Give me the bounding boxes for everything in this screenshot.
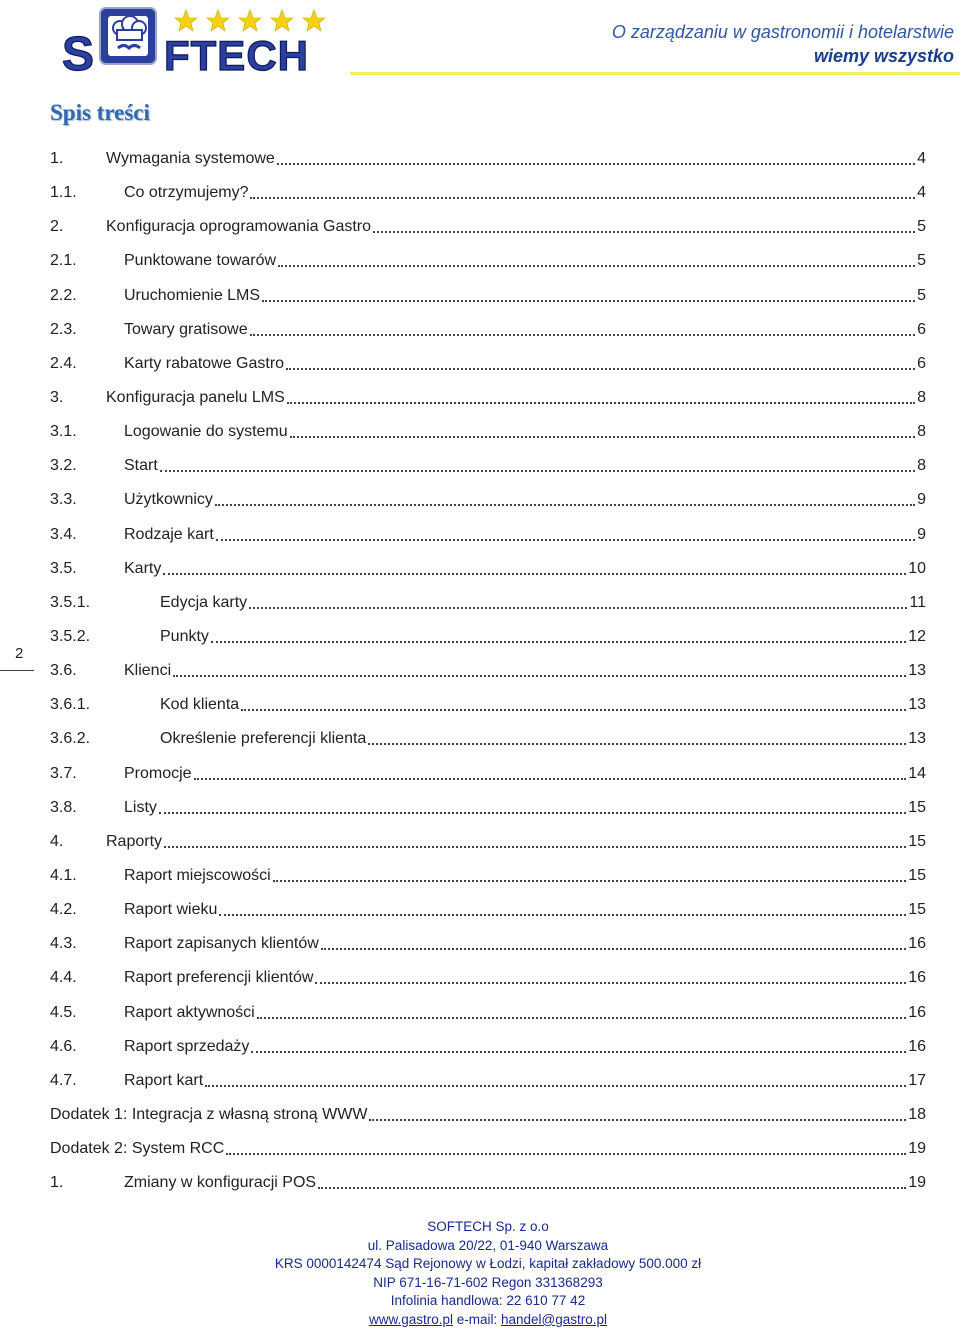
toc-entry-number: 2.2. [50,286,77,304]
toc-entry[interactable] [50,347,926,381]
toc-dot-leader [251,1051,906,1053]
toc-dot-leader [159,812,906,814]
toc-entry-label: Raport preferencji klientów [124,969,314,987]
toc-entry-number: 3.1. [50,423,77,441]
toc-entry-page: 13 [908,662,926,680]
toc-entry-label: Punktowane towarów [124,252,277,270]
toc-entry-label: Użytkownicy [124,491,213,509]
toc-entry-page: 11 [909,593,926,611]
toc-entry-page: 5 [917,252,926,270]
toc-entry-label: Towary gratisowe [124,320,248,338]
toc-entry-label: Logowanie do systemu [124,423,288,441]
toc-entry-label: Raport zapisanych klientów [124,935,319,953]
toc-entry-page: 13 [908,730,926,748]
toc-dot-leader [219,914,906,916]
toc-entry-page: 6 [917,320,926,338]
toc-dot-leader [215,504,915,506]
toc-dot-leader [160,470,915,472]
footer-contact [240,1311,736,1329]
toc-entry[interactable] [50,1166,926,1200]
toc-entry-number: 3.6. [50,662,77,680]
toc-entry[interactable] [50,552,926,586]
toc-entry-number: 2.3. [50,320,77,338]
toc-entry-label: Zmiany w konfiguracji POS [124,1174,317,1192]
toc-entry-label: Wymagania systemowe [106,150,275,168]
toc-dot-leader [163,573,906,575]
toc-entry-page: 12 [908,628,926,646]
toc-dot-leader [287,402,915,404]
toc-entry-label: Start [124,457,158,475]
toc-dot-leader [368,743,906,745]
toc-entry-number: 3.6.2. [50,730,91,748]
toc-entry-page: 19 [908,1140,926,1158]
toc-entry[interactable] [50,961,926,995]
footer-hotline: Infolinia handlowa: 22 610 77 42 [390,1293,586,1309]
toc-entry-label: Raport kart [124,1071,204,1089]
page-header [0,0,960,84]
toc-entry-page: 4 [917,150,926,168]
toc-dot-leader [277,163,915,165]
toc-dot-leader [173,675,906,677]
toc-entry-page: 15 [908,832,926,850]
toc-dot-leader [249,607,907,609]
toc-entry-label: Karty rabatowe Gastro [124,354,285,372]
toc-entry-number: 3.3. [50,491,77,509]
toc-dot-leader [369,1119,906,1121]
toc-dot-leader [262,300,915,302]
toc-entry[interactable] [50,244,926,278]
toc-entry-page: 8 [917,423,926,441]
toc-entry-label: Raport sprzedaży [124,1037,250,1055]
toc-dot-leader [373,231,915,233]
toc-dot-leader [286,368,915,370]
toc-entry-number: 4.4. [50,969,77,987]
toc-entry-number: 1. [50,150,64,168]
toc-entry-number: 2.4. [50,354,77,372]
header-tagline-line2: wiemy wszystko [813,46,954,66]
toc-entry[interactable] [50,996,926,1030]
toc-dot-leader [318,1187,906,1189]
toc-entry-page: 8 [917,389,926,407]
toc-dot-leader [290,436,915,438]
toc-entry-label: Listy [124,798,157,816]
toc-entry-label: Raport aktywności [124,1003,255,1021]
toc-entry-number: 3.8. [50,798,77,816]
footer-registry: KRS 0000142474 Sąd Rejonowy w Łodzi, kapitał zakładowy 500.000 zł [274,1256,702,1272]
toc-entry-label: Karty [124,559,162,577]
toc-entry-number: 4.2. [50,901,77,919]
toc-entry-label: Określenie preferencji klienta [160,730,367,748]
toc-entry-label: Raporty [106,832,163,850]
toc-entry-number: 2. [50,218,64,236]
toc-entry[interactable] [50,1064,926,1098]
footer-email-label: e-mail: [453,1311,502,1327]
header-tagline-line1: O zarządzaniu w gastronomii i hotelarstwie [611,22,954,42]
toc-entry[interactable] [50,142,926,176]
toc-entry[interactable] [50,1098,926,1132]
toc-entry-number: 3.6.1. [50,696,91,714]
toc-dot-leader [250,334,915,336]
toc-entry-number: 1.1. [50,184,77,202]
toc-entry-number: 3.5.2. [50,628,91,646]
toc-entry[interactable] [50,586,926,620]
toc-entry[interactable] [50,859,926,893]
footer-website-link[interactable]: www.gastro.pl [368,1311,453,1327]
toc-entry-page: 8 [917,457,926,475]
toc-title: Spis treści [50,100,150,125]
toc-dot-leader [321,948,906,950]
toc-entry[interactable] [50,176,926,210]
toc-entry[interactable] [50,449,926,483]
toc-entry[interactable] [50,722,926,756]
toc-entry-label: Punkty [160,628,209,646]
toc-entry-page: 14 [908,764,926,782]
toc-entry-number: 2.1. [50,252,77,270]
toc-entry-label: Raport miejscowości [124,867,271,885]
toc-dot-leader [315,982,906,984]
toc-entry-number: 4.3. [50,935,77,953]
page-number-rule [0,670,34,671]
toc-entry[interactable] [50,893,926,927]
footer-company: SOFTECH Sp. z o.o [427,1219,549,1234]
toc-entry-label: Konfiguracja oprogramowania Gastro [106,218,372,236]
toc-dot-leader [257,1017,906,1019]
toc-entry-page: 17 [908,1071,926,1089]
toc-entry-number: 3.5. [50,559,77,577]
toc-entry-number: 3. [50,389,64,407]
toc-entry-number: 4.7. [50,1071,77,1089]
toc-entry-page: 10 [908,559,926,577]
toc-entry-page: 16 [908,1037,926,1055]
toc-entry-page: 18 [908,1106,926,1123]
toc-entry[interactable] [50,1030,926,1064]
toc-entry-number: 3.4. [50,525,77,543]
toc-entry-number: 4.5. [50,1003,77,1021]
toc-entry-page: 5 [917,286,926,304]
toc-dot-leader [211,641,906,643]
toc-entry-page: 6 [917,354,926,372]
toc-entry-page: 15 [908,867,926,885]
svg-text:FTECH: FTECH [164,32,309,78]
toc-dot-leader [250,197,915,199]
footer-nip-regon: NIP 671-16-71-602 Regon 331368293 [373,1274,603,1290]
toc-entry-page: 9 [917,525,926,543]
toc-entry[interactable] [50,1132,926,1166]
toc-entry-number: 1. [50,1174,64,1192]
page-number: 2 [15,645,24,662]
toc-dot-leader [278,265,915,267]
toc-entry[interactable] [50,927,926,961]
toc-entry[interactable] [50,654,926,688]
toc-entry-label: Rodzaje kart [124,525,214,543]
toc-entry-page: 9 [917,491,926,509]
toc-entry-page: 15 [908,798,926,816]
toc-entry[interactable] [50,825,926,859]
svg-text:S: S [62,28,95,78]
toc-entry-page: 15 [908,901,926,919]
page-footer [240,1218,736,1329]
toc-dot-leader [216,539,915,541]
toc-entry-number: 3.5.1. [50,593,91,611]
toc-entry-page: 13 [908,696,926,714]
footer-email-link[interactable]: handel@gastro.pl [501,1311,608,1327]
toc-entry-label: Dodatek 1: Integracja z własną stroną WWW [50,1106,368,1123]
toc-entry-page: 16 [908,935,926,953]
toc-entry-label: Uruchomienie LMS [124,286,261,304]
toc-entry[interactable] [50,518,926,552]
header-divider [350,72,960,75]
toc-entry[interactable] [50,757,926,791]
toc-entry-page: 4 [917,184,926,202]
toc-entry-label: Konfiguracja panelu LMS [106,389,285,407]
toc-entry[interactable] [50,791,926,825]
footer-address: ul. Palisadowa 20/22, 01-940 Warszawa [367,1237,609,1253]
toc-entry-label: Co otrzymujemy? [124,184,249,202]
toc-dot-leader [164,846,906,848]
toc-entry[interactable] [50,210,926,244]
toc-entry-label: Kod klienta [160,696,240,714]
toc-dot-leader [241,709,906,711]
toc-entry-page: 5 [917,218,926,236]
toc-dot-leader [273,880,906,882]
toc-entry[interactable] [50,415,926,449]
toc-entry-number: 4.6. [50,1037,77,1055]
toc-entry[interactable] [50,381,926,415]
toc-dot-leader [226,1153,906,1155]
toc-entry-page: 16 [908,1003,926,1021]
toc-entry[interactable] [50,313,926,347]
toc-dot-leader [205,1085,906,1087]
toc-entry[interactable] [50,279,926,313]
toc-entry-number: 3.7. [50,764,77,782]
toc-entry-number: 3.2. [50,457,77,475]
toc-entry[interactable] [50,620,926,654]
toc-entry-label: Klienci [124,662,172,680]
toc-entry-number: 4. [50,832,64,850]
toc-entry[interactable] [50,688,926,722]
toc-entry-page: 16 [908,969,926,987]
table-of-contents [50,142,926,1200]
toc-entry[interactable] [50,483,926,517]
toc-entry-number: 4.1. [50,867,77,885]
toc-entry-label: Raport wieku [124,901,218,919]
toc-entry-label: Edycja karty [160,593,248,611]
toc-dot-leader [194,778,907,780]
toc-entry-label: Promocje [124,764,192,782]
toc-entry-label: Dodatek 2: System RCC [50,1140,225,1158]
toc-entry-page: 19 [908,1174,926,1192]
softech-logo [60,4,345,78]
